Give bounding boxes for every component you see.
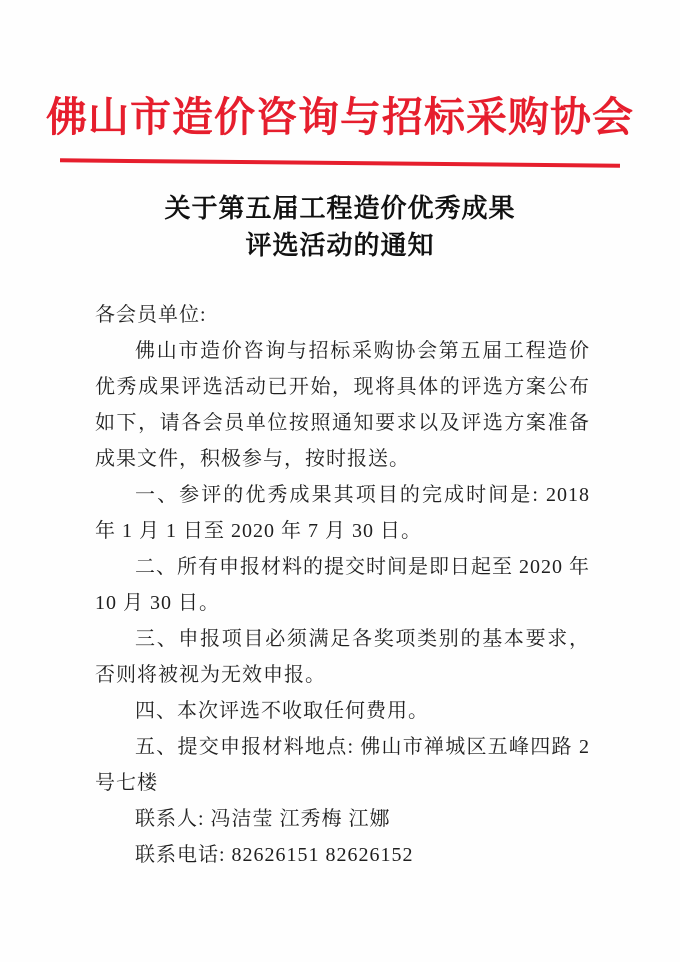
- item-2: 二、所有申报材料的提交时间是即日起至 2020 年 10 月 30 日。: [95, 556, 590, 614]
- contact-person: 联系人: 冯洁莹 江秀梅 江娜: [135, 808, 391, 830]
- letterhead-divider: [60, 158, 620, 167]
- item-3: 三、申报项目必须满足各奖项类别的基本要求，否则将被视为无效申报。: [95, 628, 590, 686]
- intro-paragraph: 佛山市造价咨询与招标采购协会第五届工程造价优秀成果评选活动已开始，现将具体的评选方案公布如下，请各会员单位按照通知要求以及评选方案准备成果文件，积极参与，按时报送。: [95, 340, 590, 470]
- letterhead-org-name: 佛山市造价咨询与招标采购协会: [46, 94, 634, 140]
- notice-title-line1: 关于第五届工程造价优秀成果: [164, 194, 516, 223]
- contact-phone: 联系电话: 82626151 82626152: [135, 844, 414, 866]
- item-5: 五、提交申报材料地点: 佛山市禅城区五峰四路 2 号七楼: [95, 736, 590, 794]
- notice-body: [95, 297, 590, 873]
- item-1: 一、参评的优秀成果其项目的完成时间是: 2018 年 1 月 1 日至 2020 年 7 月 30 日。: [95, 484, 590, 542]
- notice-title: [0, 190, 680, 264]
- notice-title-line2: 评选活动的通知: [245, 231, 435, 260]
- salutation: 各会员单位:: [95, 304, 207, 326]
- item-4: 四、本次评选不收取任何费用。: [135, 700, 429, 722]
